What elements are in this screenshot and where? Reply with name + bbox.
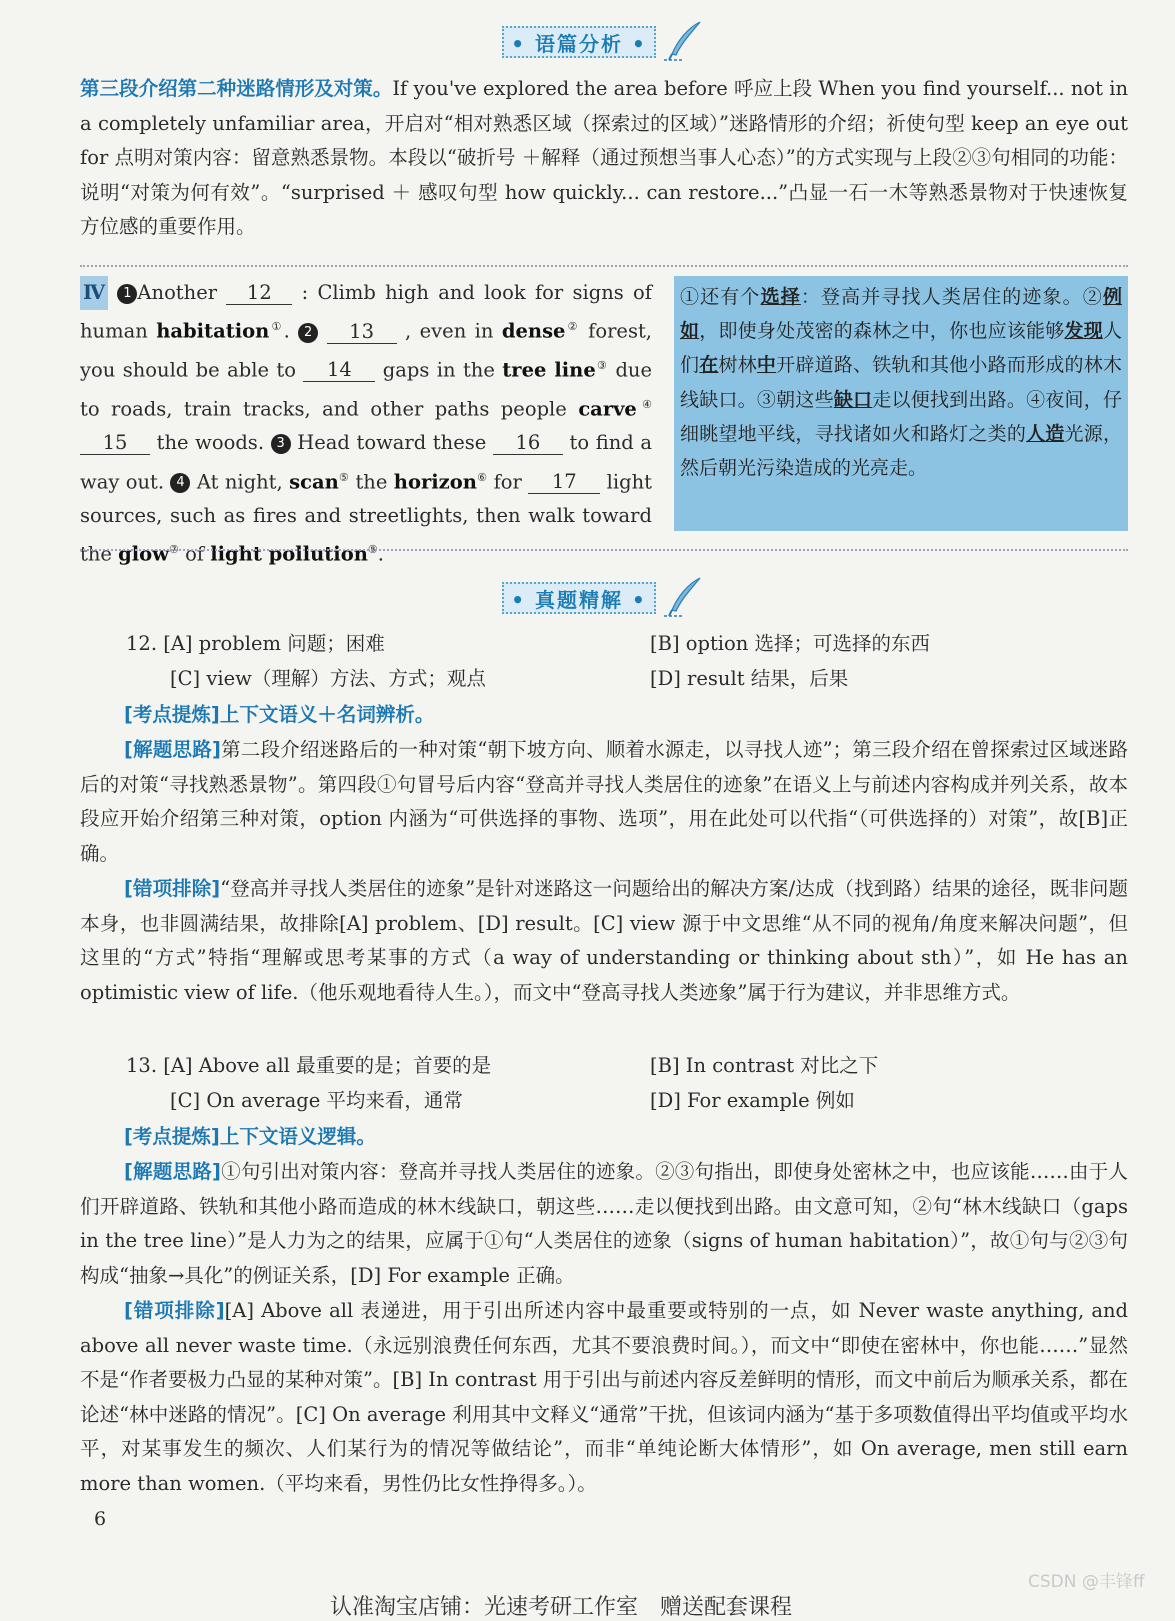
passage-seg: . (283, 319, 290, 343)
note-marker: ③ (595, 358, 609, 372)
blank-13[interactable]: 13 (327, 321, 397, 344)
note-marker: ⑤ (338, 470, 350, 484)
translation-keyword: 发现 (1064, 320, 1103, 343)
label: [解题思路] (124, 1160, 221, 1183)
key-word: habitation (156, 319, 270, 343)
translation-keyword: 人造 (1026, 422, 1065, 445)
blank-15[interactable]: 15 (80, 432, 150, 455)
question-number: 12. (126, 632, 158, 655)
translation-keyword: 中 (756, 354, 777, 377)
note-marker: ④ (636, 397, 652, 411)
note-marker: ⑧ (367, 543, 378, 557)
passage-seg: forest, you should be able to (80, 319, 653, 382)
note-marker: ① (269, 320, 284, 334)
passage-seg: gaps in the (382, 358, 495, 382)
translation-box (674, 276, 1128, 531)
passage-seg: : Climb high and look for signs of human (80, 281, 653, 343)
question-13-option-b: [B] In contrast 对比之下 (650, 1054, 879, 1077)
question-12-option-c: [C] view（理解）方法、方式；观点 (170, 667, 486, 690)
key-word: scan (289, 470, 339, 494)
label: [错项排除] (124, 1299, 225, 1322)
translation-seg: ：登高并寻找人类居住的迹象。② (800, 286, 1103, 308)
translation-seg: 人们 (680, 320, 1122, 377)
page-number: 6 (94, 1508, 107, 1530)
passage-seg: the woods. (156, 431, 265, 455)
key-word: dense (501, 319, 566, 343)
sentence-marker-2: 2 (298, 323, 318, 343)
quill-icon (662, 20, 704, 62)
key-word: carve (578, 397, 637, 421)
sentence-marker-1: 1 (117, 284, 137, 304)
passage-seg: Another (137, 281, 218, 304)
passage-seg: Head toward these (297, 431, 487, 455)
translation-seg: ①还有个 (680, 286, 761, 308)
question-12-option-b: [B] option 选择；可选择的东西 (650, 632, 931, 655)
translation-keyword: 在 (699, 354, 719, 377)
translation-seg: 开辟道路、铁轨和其他小路而形成的林木线缺口。③朝这些 (680, 354, 1122, 411)
translation-keyword: 例如 (680, 286, 1122, 343)
label: [解题思路] (124, 738, 221, 761)
question-12-key-point (80, 698, 1128, 733)
sentence-marker-4: 4 (170, 473, 190, 493)
translation-seg: 树林 (718, 354, 757, 377)
key-word: tree line (502, 358, 596, 382)
divider (80, 549, 1128, 551)
question-13-reasoning (80, 1155, 1128, 1293)
label: [考点提炼] (124, 1125, 220, 1148)
note-marker: ② (565, 320, 580, 334)
passage-seg: of (185, 542, 205, 566)
key-word: horizon (393, 470, 477, 494)
blank-17[interactable]: 17 (528, 471, 600, 494)
label: [考点提炼] (124, 703, 220, 726)
label: [错项排除] (124, 877, 221, 900)
elimination-text: [A] Above all 表递进，用于引出所述内容中最重要或特别的一点，如 Never waste anything, and above all never waste time.（永远别浪费任何东西，尤其不要浪费时间。），而文中“即使在密林中，你也能……”显然不是“作者要极力凸显的某种对策”。[B] In contrast 用于引出与前述内容反差鲜明的情形，而文中前后为顺承关系，都在论述“林中迷路的情况”。[C] On average 利用其中文释义“通常”干扰，但该词内涵为“基于多项数值得出平均值或平均水平，对某事发生的频次、人们某行为的情况等做结论”，而非“单纯论断大体情形”，如 On average, men still earn more than women.（平均来看，男性仍比女性挣得多。）。 (80, 1299, 1128, 1495)
passage-seg: At night, (196, 470, 283, 494)
translation-seg: 走以便找到出路。④夜间，仔细眺望地平线，寻找诸如火和路灯之类的 (680, 388, 1122, 445)
paragraph-numeral: Ⅳ (80, 276, 108, 310)
key-word: glow (118, 542, 169, 566)
sentence-marker-3: 3 (271, 434, 291, 454)
question-13-option-a (126, 1049, 491, 1083)
divider (80, 265, 1128, 267)
passage-seg: the (355, 470, 388, 494)
analysis-heading: 第三段介绍第二种迷路情形及对策。 (80, 77, 393, 100)
question-12-option-d: [D] result 结果，后果 (650, 667, 849, 690)
question-number: 13. (126, 1054, 158, 1077)
section-title-answers: • 真题精解 • (502, 582, 656, 614)
note-marker: ⑥ (476, 470, 488, 484)
passage-seg: , even in (405, 319, 494, 343)
passage-text (80, 276, 652, 572)
passage-seg: light sources, such as fires and streetlights, then walk toward the (80, 470, 653, 566)
question-12-reasoning (80, 733, 1128, 871)
passage-seg: due to roads, train tracks, and other paths people (80, 358, 653, 421)
reasoning-text: 第二段介绍迷路后的一种对策“朝下坡方向、顺着水源走，以寻找人迹”；第三段介绍在曾探索过区域迷路后的对策“寻找熟悉景物”。第四段①句冒号后内容“登高并寻找人类居住的迹象”在语义上与前述内容构成并列关系，故本段应开始介绍第三种对策，option 内涵为“可供选择的事物、选项”，用在此处可以代指“（可供选择的）对策”，故[B]正确。 (80, 738, 1128, 865)
reasoning-text: ①句引出对策内容：登高并寻找人类居住的迹象。②③句指出，即使身处密林之中，也应该能……由于人们开辟道路、铁轨和其他小路而造成的林木线缺口，朝这些……走以便找到出路。由文意可知，②句“林木线缺口（gaps in the tree line）”是人力为之的结果，应属于①句“人类居住的迹象（signs of human habitation）”，故①句与②③句构成“抽象→具化”的例证关系，[D] For example 正确。 (80, 1160, 1128, 1287)
footer-text: 认准淘宝店铺：光速考研工作室 赠送配套课程 (330, 1595, 793, 1620)
passage-seg: . (377, 542, 384, 566)
translation-keyword: 缺口 (833, 388, 873, 411)
section-title-analysis: • 语篇分析 • (502, 26, 656, 58)
elimination-text: “登高并寻找人类居住的迹象”是针对迷路这一问题给出的解决方案/达成（找到路）结果的途径，既非问题本身，也非圆满结果，故排除[A] problem、[D] result。[C] view 源于中文思维“从不同的视角/角度来解决问题”，但这里的“方式”特指“理解或思考某事的方式（a way of understanding or thinking about sth）”，如 He has an optimistic view of life.（他乐观地看待人生。），而文中“登高寻找人类迹象”属于行为建议，并非思维方式。 (80, 877, 1128, 1004)
passage-seg: to find a way out. (80, 431, 652, 494)
note-marker: ⑦ (168, 543, 179, 557)
key-word: light pollution (210, 542, 368, 566)
question-13-key-point (80, 1120, 1128, 1155)
analysis-paragraph (80, 72, 1128, 245)
translation-seg: ，即使身处茂密的森林之中，你也应该能够 (699, 320, 1065, 343)
blank-12[interactable]: 12 (226, 282, 292, 305)
quill-icon (662, 576, 704, 618)
watermark: CSDN @丰锋ff (1028, 1572, 1145, 1592)
translation-seg: 光源，然后朝光污染造成的光亮走。 (680, 422, 1122, 480)
blank-16[interactable]: 16 (493, 432, 563, 455)
passage-seg: for (493, 470, 522, 494)
translation-keyword: 选择 (760, 286, 801, 308)
option-text: [A] Above all 最重要的是；首要的是 (163, 1054, 492, 1077)
blank-14[interactable]: 14 (303, 359, 375, 382)
question-12-option-a (126, 627, 385, 661)
question-12-elimination (80, 872, 1128, 1010)
question-13-option-d: [D] For example 例如 (650, 1089, 855, 1112)
question-13-option-c: [C] On average 平均来看，通常 (170, 1089, 463, 1112)
question-13-elimination (80, 1294, 1128, 1501)
analysis-text: If you've explored the area before 呼应上段 When you find yourself... not in a completely unfamiliar area，开启对“相对熟悉区域（探索过的区域）”迷路情形的介绍；祈使句型 keep an eye out for 点明对策内容：留意熟悉景物。本段以“破折号 ＋解释（通过预想当事人心态）”的方式实现与上段②③句相同的功能：说明“对策为何有效”。“surprised ＋ 感叹句型 how quickly... can restore...”凸显一石一木等熟悉景物对于快速恢复方位感的重要作用。 (80, 77, 1128, 238)
option-text: [A] problem 问题；困难 (163, 632, 385, 655)
key-point-text: 上下文语义逻辑。 (219, 1125, 376, 1148)
key-point-text: 上下文语义＋名词辨析。 (219, 703, 435, 726)
